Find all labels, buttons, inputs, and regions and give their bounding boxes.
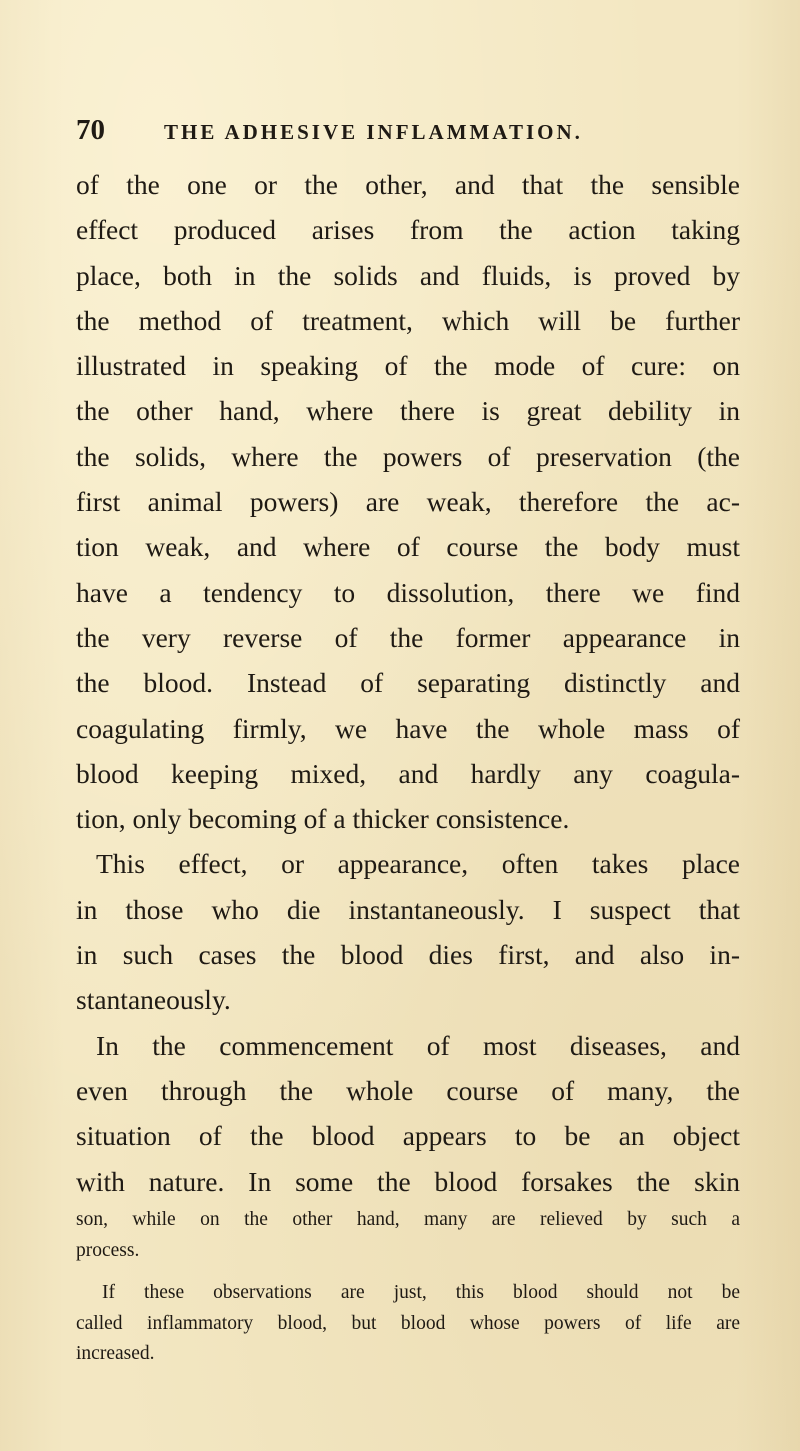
body-line: first animal powers) are weak, therefore the ac-: [76, 486, 740, 518]
body-line: place, both in the solids and fluids, is proved by: [76, 259, 740, 291]
footnote-line: son, while on the other hand, many are relieved by such a: [76, 1209, 740, 1230]
footnote-line: called inflammatory blood, but blood whose powers of life are: [76, 1312, 740, 1334]
body-line: effect produced arises from the action taking: [76, 214, 740, 246]
page-header: [76, 114, 736, 154]
footnote-line: increased.: [76, 1343, 155, 1364]
page-number: 70: [76, 114, 105, 146]
body-line: the very reverse of the former appearance in: [76, 621, 740, 653]
body-line: the method of treatment, which will be further: [76, 304, 740, 336]
body-line: of the one or the other, and that the sensible: [76, 169, 740, 200]
body-line: blood keeping mixed, and hardly any coagula-: [76, 757, 740, 789]
body-line: in such cases the blood dies first, and also in-: [76, 939, 740, 971]
body-line: situation of the blood appears to be an object: [76, 1120, 740, 1152]
body-line: even through the whole course of many, the: [76, 1074, 740, 1106]
footnote-gap: [76, 1266, 740, 1278]
body-line: the solids, where the powers of preservation (the: [76, 440, 740, 472]
body-line: stantaneously.: [76, 984, 231, 1016]
body-line: In the commencement of most diseases, and: [96, 1029, 740, 1061]
body-line: tion weak, and where of course the body must: [76, 531, 740, 563]
body-line: with nature. In some the blood forsakes the skin: [76, 1165, 740, 1197]
running-head: THE ADHESIVE INFLAMMATION.: [164, 120, 583, 144]
footnote-line: If these observations are just, this blood should not be: [102, 1282, 740, 1303]
body-text: [76, 162, 740, 1204]
body-line: coagulating firmly, we have the whole mass of: [76, 712, 740, 744]
body-line: illustrated in speaking of the mode of cure: on: [76, 350, 740, 382]
body-line: tion, only becoming of a thicker consistence.: [76, 803, 570, 835]
body-line: the other hand, where there is great debility in: [76, 395, 740, 427]
body-line: in those who die instantaneously. I suspect that: [76, 893, 740, 925]
body-line: This effect, or appearance, often takes place: [96, 848, 740, 880]
body-line: the blood. Instead of separating distinctly and: [76, 667, 740, 699]
footnotes: [76, 1205, 740, 1370]
body-line: have a tendency to dissolution, there we find: [76, 576, 740, 608]
footnote-line: process.: [76, 1239, 140, 1261]
